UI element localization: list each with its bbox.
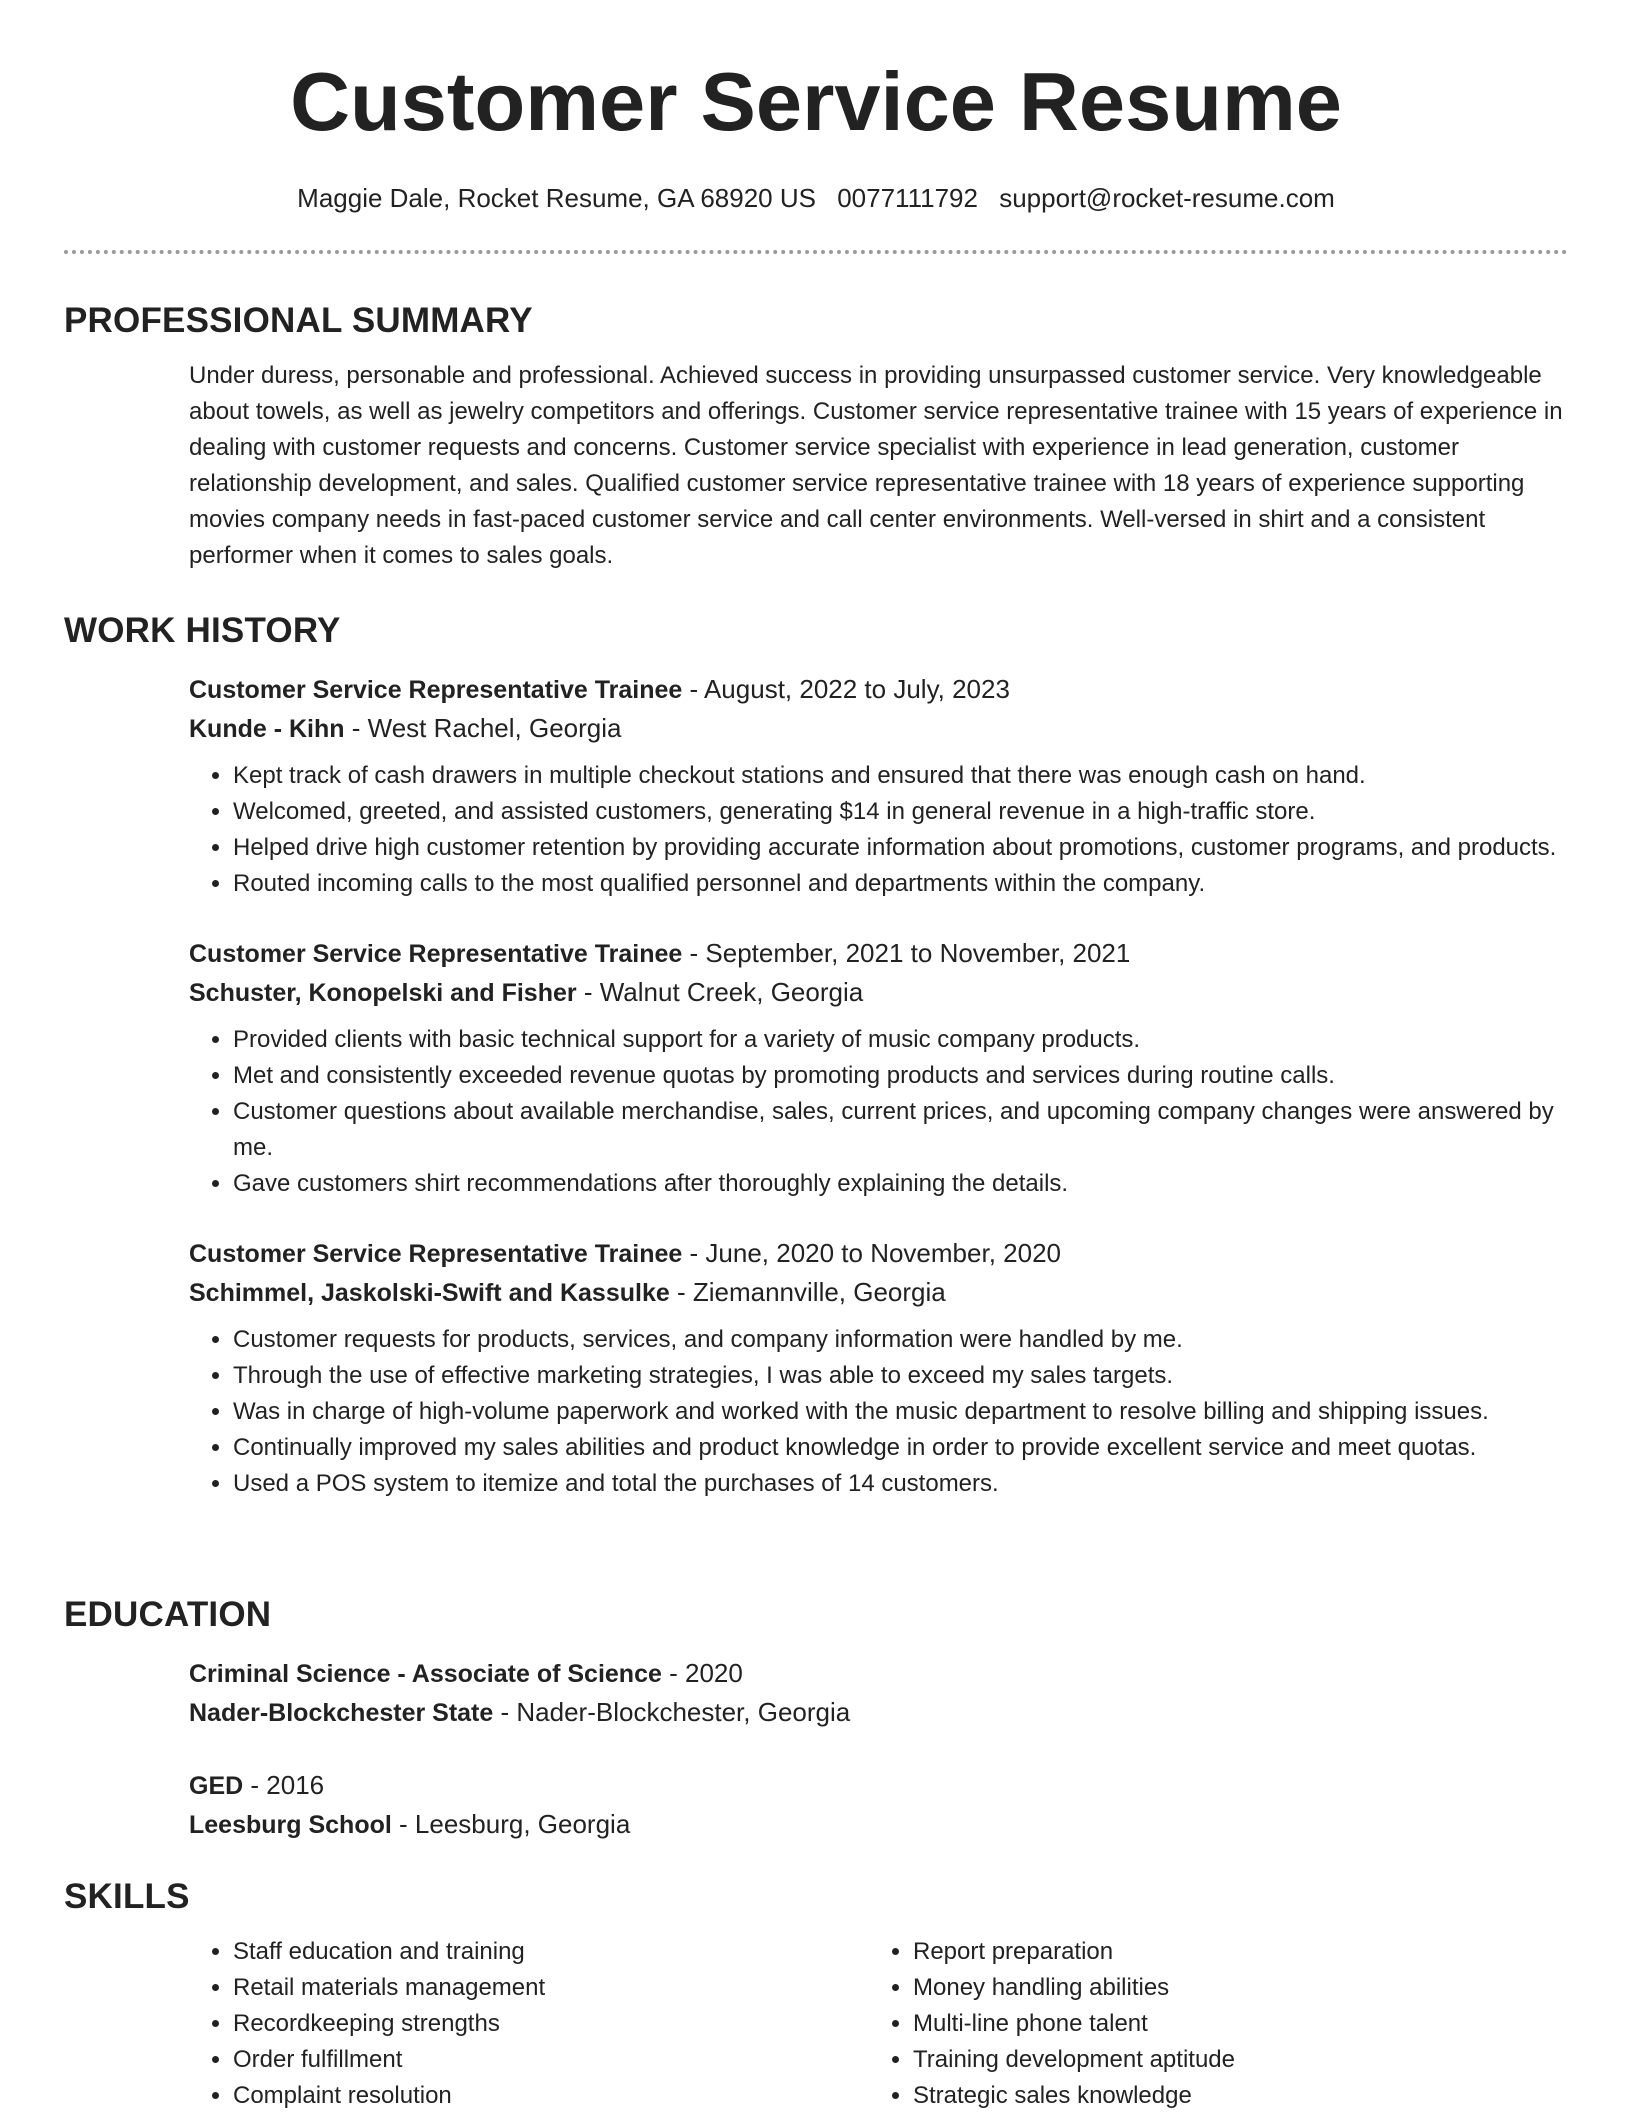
skill-item: • Retail materials management bbox=[233, 1970, 869, 2006]
job-company-line bbox=[189, 709, 1569, 748]
job-bullet: • Provided clients with basic technical support for a variety of music company products. bbox=[233, 1022, 1569, 1058]
job-title: Customer Service Representative Trainee bbox=[189, 940, 683, 968]
job-title-line bbox=[189, 670, 1569, 709]
education-entry bbox=[189, 1654, 1569, 1732]
job-location: - Ziemannville, Georgia bbox=[669, 1277, 946, 1307]
job-company: Schuster, Konopelski and Fisher bbox=[189, 979, 577, 1007]
education-degree: GED bbox=[189, 1772, 244, 1800]
job-bullet: • Kept track of cash drawers in multiple checkout stations and ensured that there was enough cash on hand. bbox=[233, 758, 1569, 794]
contact-address: Maggie Dale, Rocket Resume, GA 68920 US bbox=[297, 183, 816, 213]
skills-columns bbox=[189, 1922, 1569, 2114]
education-year: - 2020 bbox=[661, 1658, 743, 1688]
job-dates: - September, 2021 to November, 2021 bbox=[682, 938, 1131, 968]
contact-phone: 0077111792 bbox=[837, 183, 978, 213]
job-bullets bbox=[189, 1022, 1569, 1202]
work-history-section bbox=[64, 606, 1568, 1502]
job-dates: - August, 2022 to July, 2023 bbox=[682, 674, 1010, 704]
job-bullet: • Gave customers shirt recommendations after thoroughly explaining the details. bbox=[233, 1166, 1569, 1202]
job-bullet: • Routed incoming calls to the most qualified personnel and departments within the company. bbox=[233, 866, 1569, 902]
contact-line bbox=[0, 178, 1632, 218]
skills-list bbox=[869, 1934, 1549, 2114]
skills-column-right bbox=[869, 1922, 1549, 2114]
skill-item: • Complaint resolution bbox=[233, 2078, 869, 2114]
education-entry bbox=[189, 1766, 1569, 1844]
job-bullet: • Helped drive high customer retention by providing accurate information about promotions, customer programs, and products. bbox=[233, 830, 1569, 866]
skill-item: • Strategic sales knowledge bbox=[913, 2078, 1549, 2114]
education-school: Nader-Blockchester State bbox=[189, 1699, 494, 1727]
job-bullet: • Through the use of effective marketing strategies, I was able to exceed my sales targets. bbox=[233, 1358, 1569, 1394]
contact-email: support@rocket-resume.com bbox=[999, 183, 1335, 213]
job-bullets bbox=[189, 1322, 1569, 1502]
education-school-line bbox=[189, 1805, 1569, 1844]
job-company-line bbox=[189, 1273, 1569, 1312]
education-section bbox=[64, 1590, 1568, 1844]
education-school: Leesburg School bbox=[189, 1811, 392, 1839]
job-entry bbox=[189, 1234, 1569, 1502]
job-title-line bbox=[189, 934, 1569, 973]
skill-item: • Training development aptitude bbox=[913, 2042, 1549, 2078]
skill-item: • Multi-line phone talent bbox=[913, 2006, 1549, 2042]
resume-title: Customer Service Resume bbox=[290, 55, 1342, 148]
education-heading: EDUCATION bbox=[64, 1595, 272, 1634]
job-bullet: • Met and consistently exceeded revenue quotas by promoting products and services during routine calls. bbox=[233, 1058, 1569, 1094]
job-bullet: • Customer questions about available merchandise, sales, current prices, and upcoming company changes were answered by me. bbox=[233, 1094, 1569, 1166]
education-degree-line bbox=[189, 1654, 1569, 1693]
education-location: - Leesburg, Georgia bbox=[391, 1809, 631, 1839]
job-dates: - June, 2020 to November, 2020 bbox=[682, 1238, 1061, 1268]
skill-item: • Recordkeeping strengths bbox=[233, 2006, 869, 2042]
job-bullet: • Continually improved my sales abilities and product knowledge in order to provide excellent service and meet quotas. bbox=[233, 1430, 1569, 1466]
job-location: - Walnut Creek, Georgia bbox=[576, 977, 864, 1007]
job-bullet: • Welcomed, greeted, and assisted customers, generating $14 in general revenue in a high-traffic store. bbox=[233, 794, 1569, 830]
work-history-heading: WORK HISTORY bbox=[64, 611, 341, 650]
skills-column-left bbox=[189, 1922, 869, 2114]
skills-list bbox=[189, 1934, 869, 2114]
education-location: - Nader-Blockchester, Georgia bbox=[493, 1697, 851, 1727]
education-degree-line bbox=[189, 1766, 1569, 1805]
job-company: Schimmel, Jaskolski-Swift and Kassulke bbox=[189, 1279, 670, 1307]
skill-item: • Order fulfillment bbox=[233, 2042, 869, 2078]
job-title-line bbox=[189, 1234, 1569, 1273]
skill-item: • Staff education and training bbox=[233, 1934, 869, 1970]
skill-item: • Report preparation bbox=[913, 1934, 1549, 1970]
skill-item: • Money handling abilities bbox=[913, 1970, 1549, 2006]
job-title: Customer Service Representative Trainee bbox=[189, 676, 683, 704]
header-divider bbox=[64, 250, 1568, 254]
job-company-line bbox=[189, 973, 1569, 1012]
education-year: - 2016 bbox=[243, 1770, 325, 1800]
job-title: Customer Service Representative Trainee bbox=[189, 1240, 683, 1268]
job-entry bbox=[189, 934, 1569, 1202]
summary-section bbox=[64, 296, 1568, 574]
summary-heading: PROFESSIONAL SUMMARY bbox=[64, 301, 533, 340]
education-school-line bbox=[189, 1693, 1569, 1732]
education-degree: Criminal Science - Associate of Science bbox=[189, 1660, 662, 1688]
skills-heading: SKILLS bbox=[64, 1877, 190, 1916]
job-company: Kunde - Kihn bbox=[189, 715, 345, 743]
job-bullet: • Customer requests for products, services, and company information were handled by me. bbox=[233, 1322, 1569, 1358]
summary-text: Under duress, personable and professional. Achieved success in providing unsurpassed customer service. Very knowledgeable about towels, as well as jewelry competitors and offerings. Customer service representative trainee with 15 years of experience in dealing with customer requests and concerns. Customer service specialist with experience in lead generation, customer relationship development, and sales. Qualified customer service representative trainee with 18 years of experience supporting movies company needs in fast-paced customer service and call center environments. Well-versed in shirt and a consistent performer when it comes to sales goals. bbox=[189, 362, 1563, 569]
job-bullet: • Used a POS system to itemize and total the purchases of 14 customers. bbox=[233, 1466, 1569, 1502]
job-bullet: • Was in charge of high-volume paperwork and worked with the music department to resolve billing and shipping issues. bbox=[233, 1394, 1569, 1430]
skills-section bbox=[64, 1872, 1568, 2114]
job-bullets bbox=[189, 758, 1569, 902]
job-entry bbox=[189, 670, 1569, 902]
job-location: - West Rachel, Georgia bbox=[344, 713, 622, 743]
